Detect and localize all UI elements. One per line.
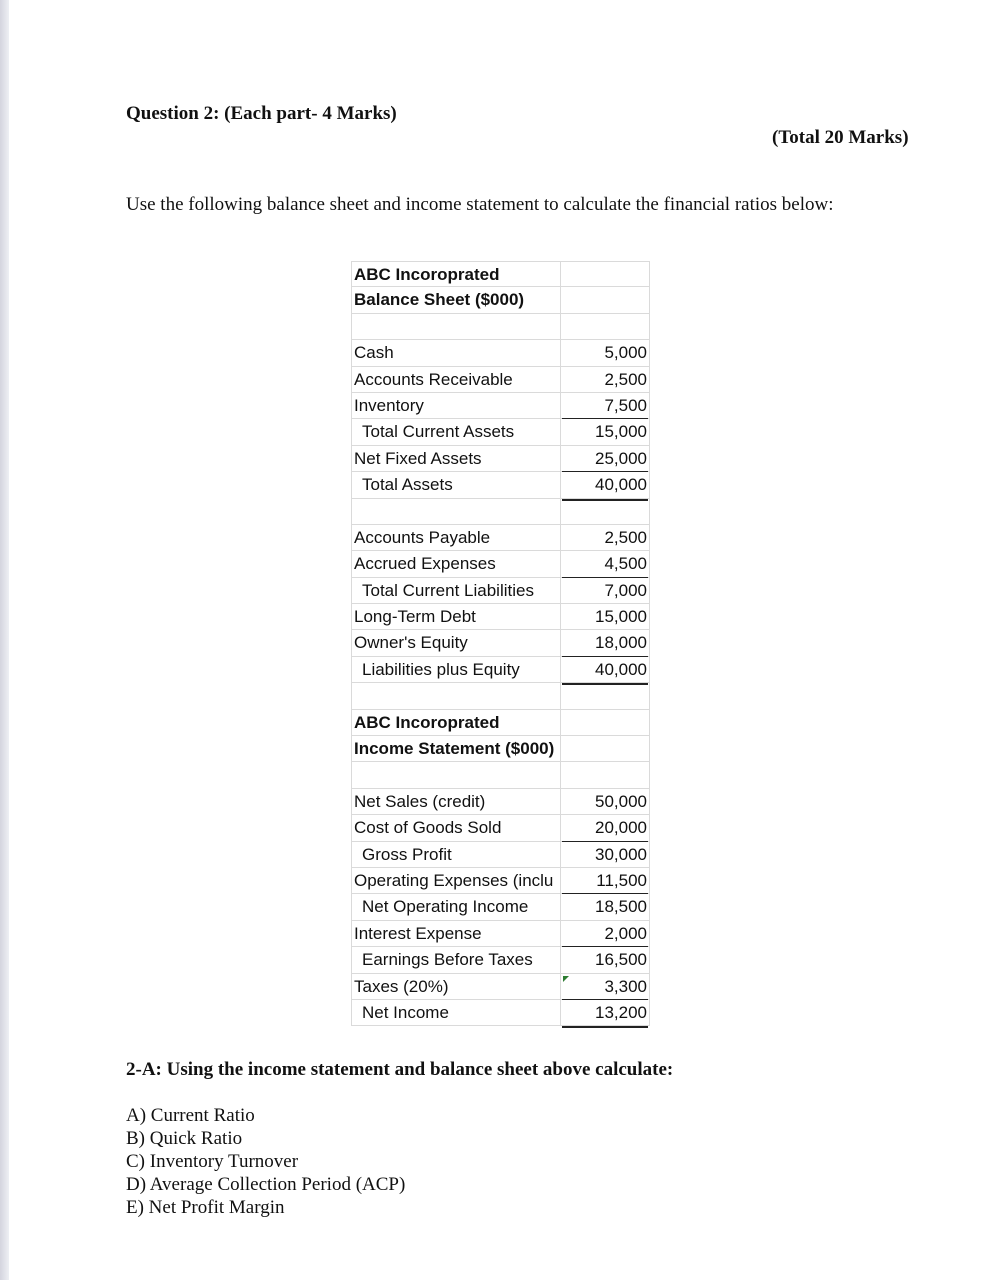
row-value: 2,000 [560,921,650,946]
table-row [351,340,650,366]
row-value: 7,000 [560,578,650,603]
row-label: Owner's Equity [351,630,560,655]
row-label: Interest Expense [351,921,560,946]
page-edge-shadow [0,0,9,1280]
row-label: ABC Incoroprated [351,262,560,286]
row-label: Total Assets [351,472,560,497]
table-row [351,894,650,920]
row-label: Taxes (20%) [351,974,560,999]
row-label: Net Income [351,1000,560,1025]
ratio-item-current-ratio: A) Current Ratio [126,1105,255,1126]
row-value: 11,500 [560,868,650,893]
row-value: 3,300 [560,974,650,999]
row-value [560,683,650,708]
ratio-list [126,1104,405,1219]
part-a-heading: 2-A: Using the income statement and balance sheet above calculate: [126,1059,674,1080]
row-label: Cash [351,340,560,365]
table-row [351,525,650,551]
row-value: 15,000 [560,604,650,629]
row-value [560,287,650,312]
row-label: Inventory [351,393,560,418]
row-label [351,762,560,787]
row-label [351,499,560,524]
row-value: 4,500 [560,551,650,576]
table-row [351,947,650,973]
row-label: ABC Incoroprated [351,710,560,735]
row-label: Accounts Receivable [351,367,560,392]
row-label [351,683,560,708]
financial-statements-table [351,261,650,1026]
table-row [351,472,650,498]
row-label: Accounts Payable [351,525,560,550]
table-row [351,551,650,577]
row-value: 18,500 [560,894,650,919]
row-value: 25,000 [560,446,650,471]
row-label: Long-Term Debt [351,604,560,629]
instructions-text: Use the following balance sheet and income statement to calculate the financial ratios below: [126,194,834,215]
table-row [351,630,650,656]
row-value: 16,500 [560,947,650,972]
row-label: Accrued Expenses [351,551,560,576]
row-label: Total Current Liabilities [351,578,560,603]
table-row [351,419,650,445]
table-row [351,604,650,630]
row-value: 5,000 [560,340,650,365]
table-row [351,446,650,472]
row-label: Liabilities plus Equity [351,657,560,682]
row-label: Net Fixed Assets [351,446,560,471]
row-value [560,499,650,524]
row-label: Balance Sheet ($000) [351,287,560,312]
row-value [560,314,650,339]
table-row [351,578,650,604]
row-value [560,262,650,286]
row-label: Net Sales (credit) [351,789,560,814]
table-row [351,762,650,788]
table-row [351,367,650,393]
row-value [560,762,650,787]
row-label: Cost of Goods Sold [351,815,560,840]
ratio-item-net-profit-margin: E) Net Profit Margin [126,1197,285,1218]
row-value: 40,000 [560,472,650,497]
row-value: 2,500 [560,367,650,392]
row-value: 30,000 [560,842,650,867]
table-row [351,393,650,419]
row-value: 50,000 [560,789,650,814]
ratio-item-quick-ratio: B) Quick Ratio [126,1128,243,1149]
row-value: 2,500 [560,525,650,550]
row-value: 20,000 [560,815,650,840]
row-value: 13,200 [560,1000,650,1025]
error-indicator-icon [563,976,569,982]
row-label: Total Current Assets [351,419,560,444]
row-label: Earnings Before Taxes [351,947,560,972]
row-value: 15,000 [560,419,650,444]
table-row [351,499,650,525]
row-value [560,736,650,761]
table-row [351,1000,650,1026]
table-row [351,657,650,683]
table-row [351,842,650,868]
ratio-item-inventory-turnover: C) Inventory Turnover [126,1151,299,1172]
row-label: Net Operating Income [351,894,560,919]
total-marks: (Total 20 Marks) [772,127,909,148]
row-value: 18,000 [560,630,650,655]
question-title: Question 2: (Each part- 4 Marks) [126,103,397,124]
table-row [351,868,650,894]
row-label [351,314,560,339]
table-row [351,815,650,841]
table-row [351,736,650,762]
table-row [351,710,650,736]
table-row [351,261,650,287]
row-value: 7,500 [560,393,650,418]
table-row [351,287,650,313]
row-label: Operating Expenses (inclu [351,868,560,893]
table-row [351,974,650,1000]
row-label: Income Statement ($000) [351,736,560,761]
table-row [351,683,650,709]
table-row [351,789,650,815]
row-label: Gross Profit [351,842,560,867]
table-row [351,314,650,340]
table-row [351,921,650,947]
ratio-item-acp: D) Average Collection Period (ACP) [126,1174,406,1195]
row-value: 40,000 [560,657,650,682]
row-value [560,710,650,735]
